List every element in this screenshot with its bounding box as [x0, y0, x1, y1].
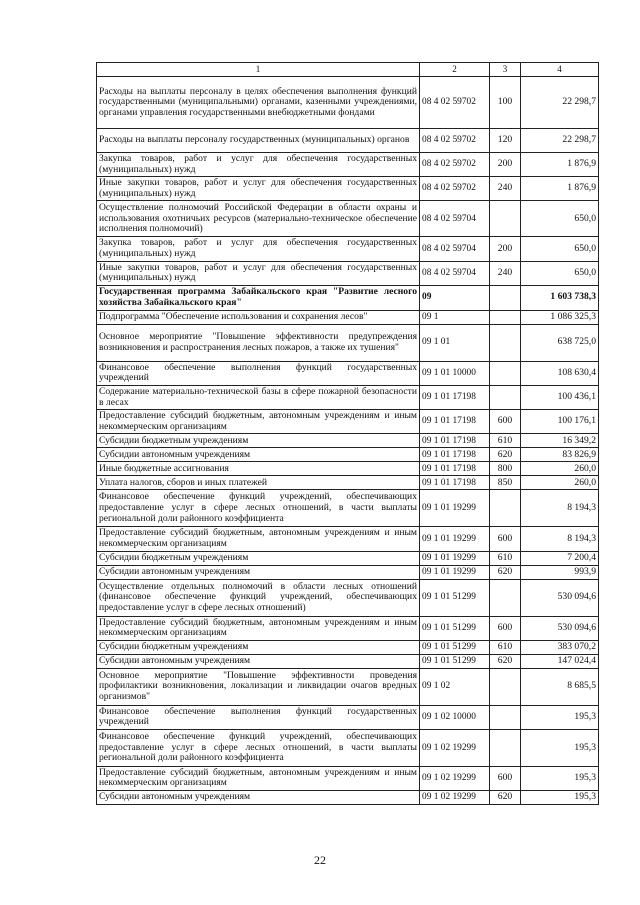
- row-description: Иные закупки товаров, работ и услуг для обеспечения государственных (муниципальных) нужд: [97, 261, 420, 285]
- row-code: 09 1 01 17198: [420, 434, 490, 448]
- row-expense-type: 610: [490, 434, 521, 448]
- row-amount: 22 298,7: [521, 129, 599, 153]
- row-amount: 1 876,9: [521, 177, 599, 201]
- row-amount: 260,0: [521, 476, 599, 490]
- table-row: [97, 324, 599, 361]
- row-description: Предоставление субсидий бюджетным, автономным учреждениям и иным некоммерческим организациям: [97, 616, 420, 640]
- row-description: Подпрограмма "Обеспечение использования и сохранения лесов": [97, 310, 420, 324]
- row-amount: 638 725,0: [521, 324, 599, 361]
- row-code: 08 4 02 59704: [420, 237, 490, 261]
- row-amount: 650,0: [521, 261, 599, 285]
- table-row: [97, 462, 599, 476]
- row-description: Финансовое обеспечение функций учреждений, обеспечивающих предоставление услуг в сфере лесных отношений, в части выплаты региональной доли районного коэффициента: [97, 729, 420, 766]
- row-expense-type: 620: [490, 448, 521, 462]
- row-code: 09 1 02 19299: [420, 766, 490, 790]
- row-code: 09 1 01 17198: [420, 410, 490, 434]
- row-amount: 650,0: [521, 201, 599, 237]
- table-row: [97, 551, 599, 565]
- row-amount: 993,9: [521, 565, 599, 579]
- row-description: Финансовое обеспечение выполнения функций государственных учреждений: [97, 361, 420, 385]
- row-code: 09 1 02: [420, 668, 490, 705]
- row-amount: 83 826,9: [521, 448, 599, 462]
- row-description: Содержание материально-технической базы в сфере пожарной безопасности в лесах: [97, 385, 420, 409]
- row-expense-type: 200: [490, 237, 521, 261]
- row-code: 09 1 01 51299: [420, 616, 490, 640]
- row-description: Основное мероприятие "Повышение эффективности предупреждения возникновения и распространения лесных пожаров, а также их тушения": [97, 324, 420, 361]
- row-amount: 195,3: [521, 791, 599, 805]
- row-amount: 22 298,7: [521, 77, 599, 129]
- row-amount: 1 603 738,3: [521, 285, 599, 310]
- row-description: Субсидии автономным учреждениям: [97, 791, 420, 805]
- row-expense-type: 600: [490, 527, 521, 551]
- row-amount: 650,0: [521, 237, 599, 261]
- row-expense-type: 100: [490, 77, 521, 129]
- row-expense-type: [490, 361, 521, 385]
- row-code: 09: [420, 285, 490, 310]
- row-code: 09 1 01 19299: [420, 490, 490, 527]
- row-amount: 195,3: [521, 729, 599, 766]
- table-row: [97, 579, 599, 616]
- row-description: Субсидии автономным учреждениям: [97, 654, 420, 668]
- table-row: [97, 668, 599, 705]
- row-code: 09 1 02 19299: [420, 729, 490, 766]
- table-row: [97, 791, 599, 805]
- row-expense-type: [490, 285, 521, 310]
- table-row: [97, 310, 599, 324]
- row-description: Предоставление субсидий бюджетным, автономным учреждениям и иным некоммерческим организациям: [97, 527, 420, 551]
- row-amount: 147 024,4: [521, 654, 599, 668]
- row-expense-type: [490, 385, 521, 409]
- column-header-1: 1: [97, 63, 420, 77]
- row-amount: 100 436,1: [521, 385, 599, 409]
- row-code: 09 1 02 19299: [420, 791, 490, 805]
- row-amount: 7 200,4: [521, 551, 599, 565]
- row-description: Финансовое обеспечение функций учреждений, обеспечивающих предоставление услуг в сфере лесных отношений, в части выплаты региональной доли районного коэффициента: [97, 490, 420, 527]
- budget-table: [96, 62, 599, 805]
- row-amount: 383 070,2: [521, 640, 599, 654]
- table-row: [97, 261, 599, 285]
- column-header-2: 2: [420, 63, 490, 77]
- row-amount: 108 630,4: [521, 361, 599, 385]
- row-expense-type: [490, 324, 521, 361]
- row-expense-type: [490, 201, 521, 237]
- row-code: 09 1 01 19299: [420, 527, 490, 551]
- table-row: [97, 153, 599, 177]
- table-row: [97, 177, 599, 201]
- table-row: [97, 729, 599, 766]
- table-header-row: [97, 63, 599, 77]
- table-row: [97, 285, 599, 310]
- row-code: 09 1 01 51299: [420, 654, 490, 668]
- table-row: [97, 565, 599, 579]
- table-row: [97, 434, 599, 448]
- row-code: 09 1 02 10000: [420, 705, 490, 729]
- row-amount: 8 194,3: [521, 490, 599, 527]
- row-amount: 8 685,5: [521, 668, 599, 705]
- table-row: [97, 361, 599, 385]
- row-description: Расходы на выплаты персоналу государственных (муниципальных) органов: [97, 129, 420, 153]
- row-code: 08 4 02 59704: [420, 261, 490, 285]
- table-row: [97, 640, 599, 654]
- row-expense-type: [490, 705, 521, 729]
- row-expense-type: [490, 668, 521, 705]
- row-expense-type: 850: [490, 476, 521, 490]
- row-amount: 195,3: [521, 766, 599, 790]
- row-expense-type: 600: [490, 410, 521, 434]
- table-row: [97, 527, 599, 551]
- row-description: Государственная программа Забайкальского края "Развитие лесного хозяйства Забайкальского края": [97, 285, 420, 310]
- row-expense-type: 120: [490, 129, 521, 153]
- row-description: Субсидии бюджетным учреждениям: [97, 551, 420, 565]
- table-row: [97, 448, 599, 462]
- row-amount: 195,3: [521, 705, 599, 729]
- row-code: 09 1 01 17198: [420, 462, 490, 476]
- row-expense-type: 600: [490, 616, 521, 640]
- row-amount: 16 349,2: [521, 434, 599, 448]
- row-code: 09 1 01 10000: [420, 361, 490, 385]
- row-expense-type: 800: [490, 462, 521, 476]
- row-code: 09 1 01 51299: [420, 579, 490, 616]
- row-description: Расходы на выплаты персоналу в целях обеспечения выполнения функций государственными (муниципальными) органами, казенными учреждениями, органами управления государственными внебюджетными фондами: [97, 77, 420, 129]
- row-description: Финансовое обеспечение выполнения функций государственных учреждений: [97, 705, 420, 729]
- row-expense-type: 610: [490, 640, 521, 654]
- table-row: [97, 654, 599, 668]
- row-description: Субсидии автономным учреждениям: [97, 448, 420, 462]
- row-description: Иные закупки товаров, работ и услуг для обеспечения государственных (муниципальных) нужд: [97, 177, 420, 201]
- row-code: 08 4 02 59702: [420, 153, 490, 177]
- row-expense-type: 620: [490, 565, 521, 579]
- row-code: 09 1: [420, 310, 490, 324]
- row-amount: 8 194,3: [521, 527, 599, 551]
- row-description: Субсидии бюджетным учреждениям: [97, 434, 420, 448]
- row-expense-type: 200: [490, 153, 521, 177]
- row-code: 09 1 01 17198: [420, 448, 490, 462]
- table-row: [97, 616, 599, 640]
- row-expense-type: 610: [490, 551, 521, 565]
- row-amount: 1 876,9: [521, 153, 599, 177]
- row-code: 09 1 01 19299: [420, 551, 490, 565]
- row-description: Закупка товаров, работ и услуг для обеспечения государственных (муниципальных) нужд: [97, 153, 420, 177]
- table-row: [97, 129, 599, 153]
- row-code: 09 1 01 51299: [420, 640, 490, 654]
- row-description: Предоставление субсидий бюджетным, автономным учреждениям и иным некоммерческим организациям: [97, 410, 420, 434]
- row-amount: 1 086 325,3: [521, 310, 599, 324]
- row-code: 09 1 01: [420, 324, 490, 361]
- document-page: [96, 62, 598, 805]
- row-amount: 100 176,1: [521, 410, 599, 434]
- row-expense-type: 240: [490, 261, 521, 285]
- row-description: Осуществление отдельных полномочий в области лесных отношений (финансовое обеспечение функций учреждений, обеспечивающих предоставление услуг в сфере лесных отношений): [97, 579, 420, 616]
- row-code: 09 1 01 17198: [420, 385, 490, 409]
- row-code: 09 1 01 19299: [420, 565, 490, 579]
- table-row: [97, 476, 599, 490]
- row-expense-type: [490, 310, 521, 324]
- row-description: Предоставление субсидий бюджетным, автономным учреждениям и иным некоммерческим организациям: [97, 766, 420, 790]
- row-code: 09 1 01 17198: [420, 476, 490, 490]
- table-row: [97, 385, 599, 409]
- table-row: [97, 237, 599, 261]
- row-expense-type: 620: [490, 791, 521, 805]
- table-row: [97, 410, 599, 434]
- row-code: 08 4 02 59702: [420, 177, 490, 201]
- row-description: Иные бюджетные ассигнования: [97, 462, 420, 476]
- row-amount: 530 094,6: [521, 616, 599, 640]
- row-description: Уплата налогов, сборов и иных платежей: [97, 476, 420, 490]
- row-description: Субсидии бюджетным учреждениям: [97, 640, 420, 654]
- row-code: 08 4 02 59704: [420, 201, 490, 237]
- row-expense-type: [490, 729, 521, 766]
- table-row: [97, 490, 599, 527]
- row-code: 08 4 02 59702: [420, 129, 490, 153]
- row-expense-type: 620: [490, 654, 521, 668]
- row-amount: 260,0: [521, 462, 599, 476]
- row-description: Осуществление полномочий Российской Федерации в области охраны и использования охотничьих ресурсов (материально-техническое обеспечение исполнения полномочий): [97, 201, 420, 237]
- page-number: 22: [314, 853, 326, 867]
- row-amount: 530 094,6: [521, 579, 599, 616]
- row-expense-type: [490, 490, 521, 527]
- row-expense-type: 600: [490, 766, 521, 790]
- table-row: [97, 766, 599, 790]
- row-code: 08 4 02 59702: [420, 77, 490, 129]
- column-header-3: 3: [490, 63, 521, 77]
- column-header-4: 4: [521, 63, 599, 77]
- row-expense-type: 240: [490, 177, 521, 201]
- table-row: [97, 705, 599, 729]
- table-row: [97, 201, 599, 237]
- row-description: Субсидии автономным учреждениям: [97, 565, 420, 579]
- row-expense-type: [490, 579, 521, 616]
- row-description: Закупка товаров, работ и услуг для обеспечения государственных (муниципальных) нужд: [97, 237, 420, 261]
- row-description: Основное мероприятие "Повышение эффективности проведения профилактики возникновения, локализации и ликвидации очагов вредных организмов": [97, 668, 420, 705]
- table-row: [97, 77, 599, 129]
